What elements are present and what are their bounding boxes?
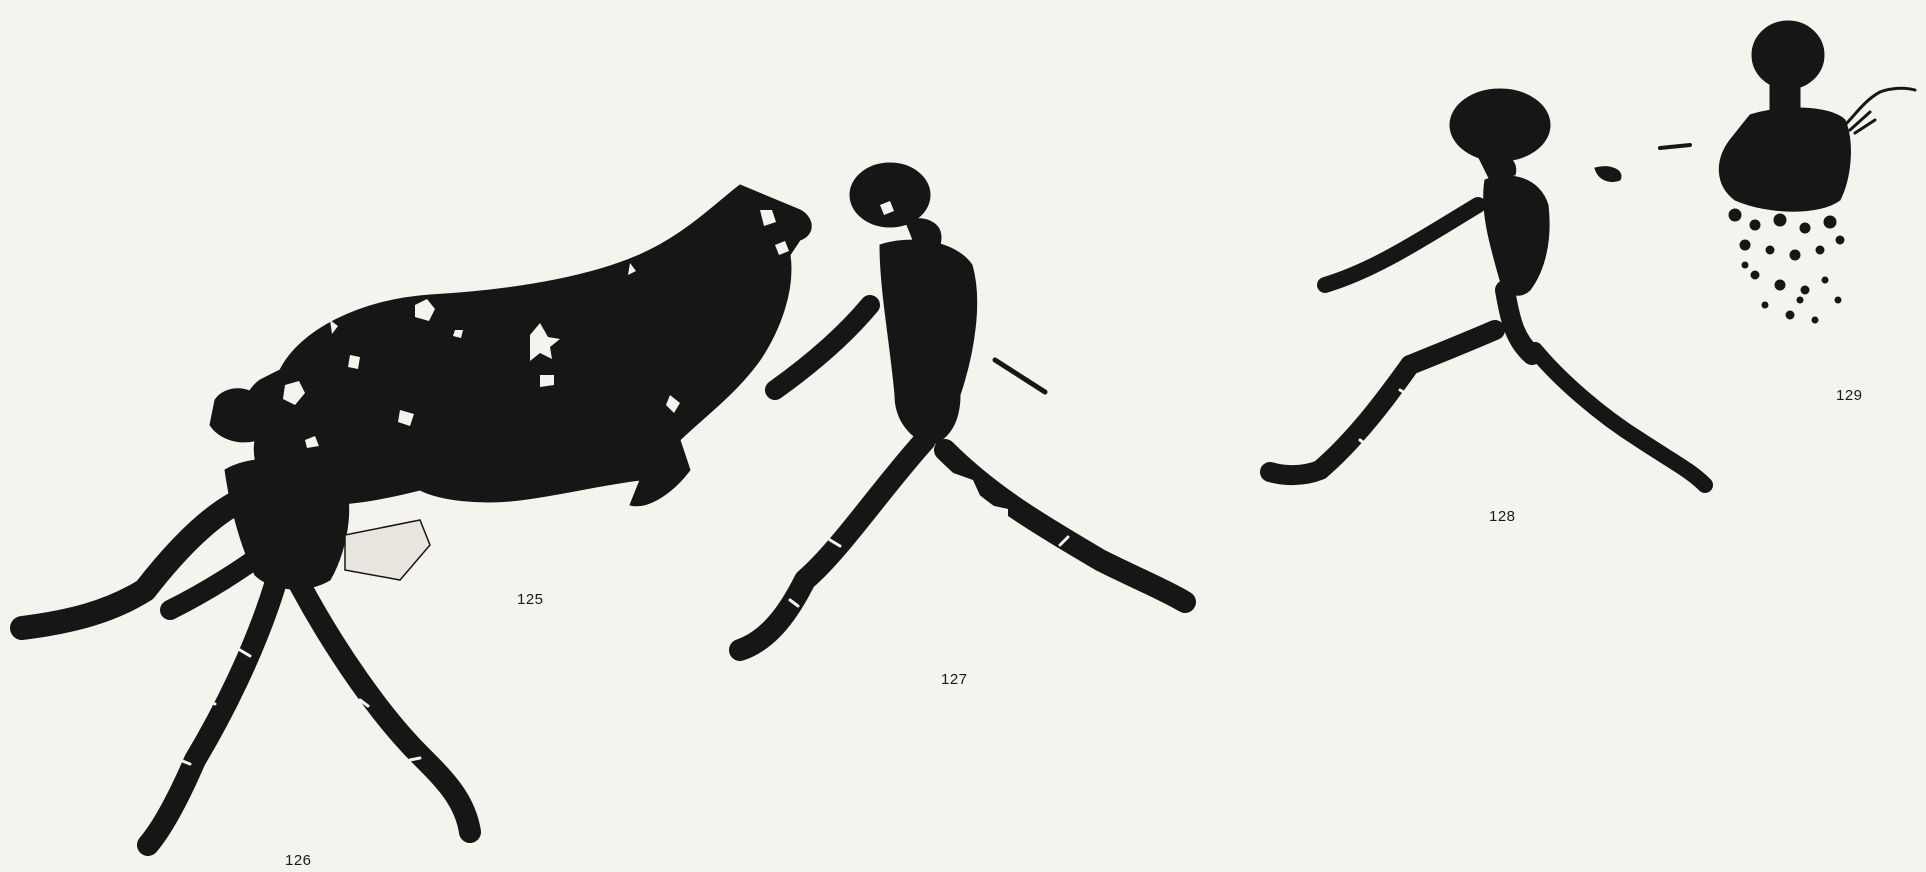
figure-label-129: 129 — [1836, 387, 1863, 404]
human-figure-126 — [22, 459, 470, 845]
figure-label-125: 125 — [517, 591, 544, 608]
weathered-paint-texture — [1729, 209, 1844, 323]
figure-label-127: 127 — [941, 671, 968, 688]
animal-figure-125 — [210, 185, 811, 506]
human-figure-129 — [1719, 21, 1915, 323]
figure-label-126: 126 — [285, 852, 312, 869]
figure-label-128: 128 — [1489, 508, 1516, 525]
human-figure-128 — [1270, 89, 1705, 485]
